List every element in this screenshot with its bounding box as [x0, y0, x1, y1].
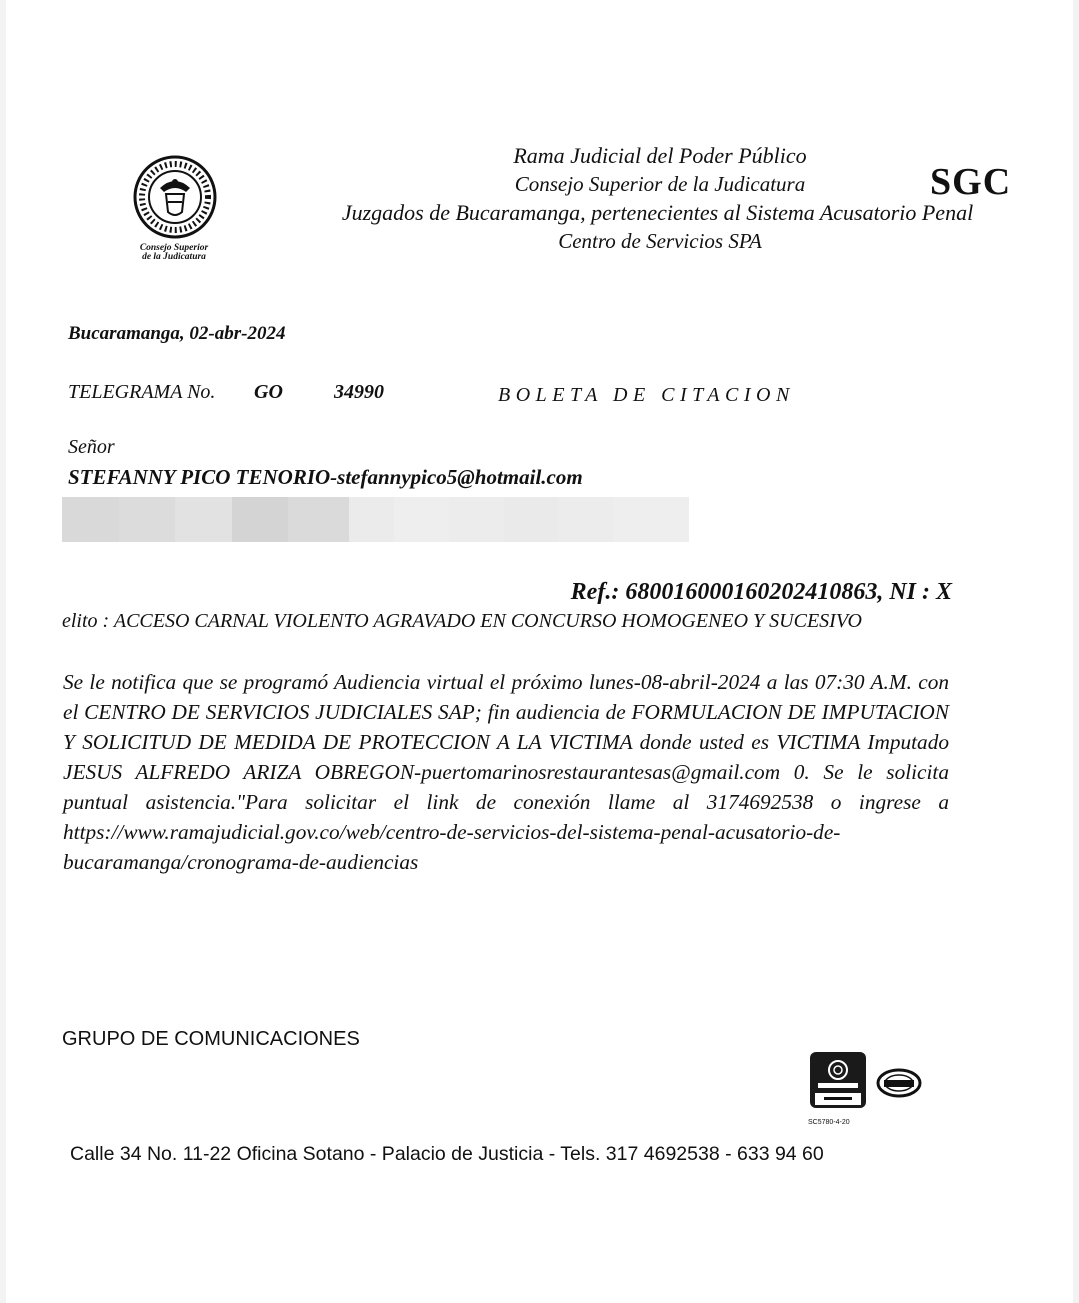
notification-text: Se le notifica que se programó Audiencia virtual el próximo lunes-08-abril-2024 a las 07:30 A.M. con el CENTRO DE SERVICIOS JUDICIALES SAP; fin audiencia de FORMULACION DE IMPUTACION Y SOLICITUD DE MEDIDA DE PROTECCION A LA VICTIMA donde usted es VICTIMA Imputado JESUS ALFREDO ARIZA OBREGON-puertomarinosrestaurantesas@gmail.com 0. Se le solicita puntual asistencia."Para solicitar el link de conexión llame al 3174692538 o ingrese a https://www.ramajudicial.gov.co/web/centro-de-servicios-del-sistema-penal-acusatorio-de-bucaramanga/cronograma-de-audiencias	[63, 670, 949, 874]
place-date: Bucaramanga, 02-abr-2024	[68, 323, 286, 344]
scan-edge-right	[1073, 0, 1079, 1303]
document-type: BOLETA DE CITACION	[498, 384, 795, 406]
sgc-mark: SGC	[930, 161, 1012, 203]
header-line-centro: Centro de Servicios SPA	[558, 229, 762, 253]
communications-group: GRUPO DE COMUNICACIONES	[62, 1028, 360, 1050]
header-line-rama-judicial: Rama Judicial del Poder Público	[513, 143, 807, 168]
crime-description: elito : ACCESO CARNAL VIOLENTO AGRAVADO EN CONCURSO HOMOGENEO Y SUCESIVO	[62, 610, 862, 632]
seal-caption	[124, 244, 224, 262]
telegram-label: TELEGRAMA No.	[68, 381, 216, 403]
footer-address: Calle 34 No. 11-22 Oficina Sotano - Palacio de Justicia - Tels. 317 4692538 - 633 94 60	[70, 1143, 824, 1165]
salutation: Señor	[68, 436, 115, 458]
scan-edge-left	[0, 0, 6, 1303]
iqnet-certification-icon	[876, 1068, 922, 1098]
rama-judicial-seal-icon	[130, 152, 220, 242]
certificate-code: SC5780-4-20	[808, 1119, 850, 1126]
seal-caption-line2: de la Judicatura	[142, 252, 206, 262]
notification-body	[63, 667, 949, 877]
telegram-number: 34990	[334, 381, 384, 403]
recipient: STEFANNY PICO TENORIO-stefannypico5@hotmail.com	[68, 465, 583, 489]
icontec-certification-logo	[810, 1052, 866, 1108]
case-reference: Ref.: 680016000160202410863, NI : X	[570, 579, 952, 605]
icontec-seal-icon	[810, 1052, 866, 1108]
telegram-prefix: GO	[254, 381, 283, 403]
redacted-address-block	[62, 497, 689, 542]
header-line-juzgados: Juzgados de Bucaramanga, pertenecientes al Sistema Acusatorio Penal	[341, 200, 974, 225]
seal-caption-line1: Consejo Superior	[139, 243, 209, 253]
header-line-consejo: Consejo Superior de la Judicatura	[514, 172, 806, 196]
